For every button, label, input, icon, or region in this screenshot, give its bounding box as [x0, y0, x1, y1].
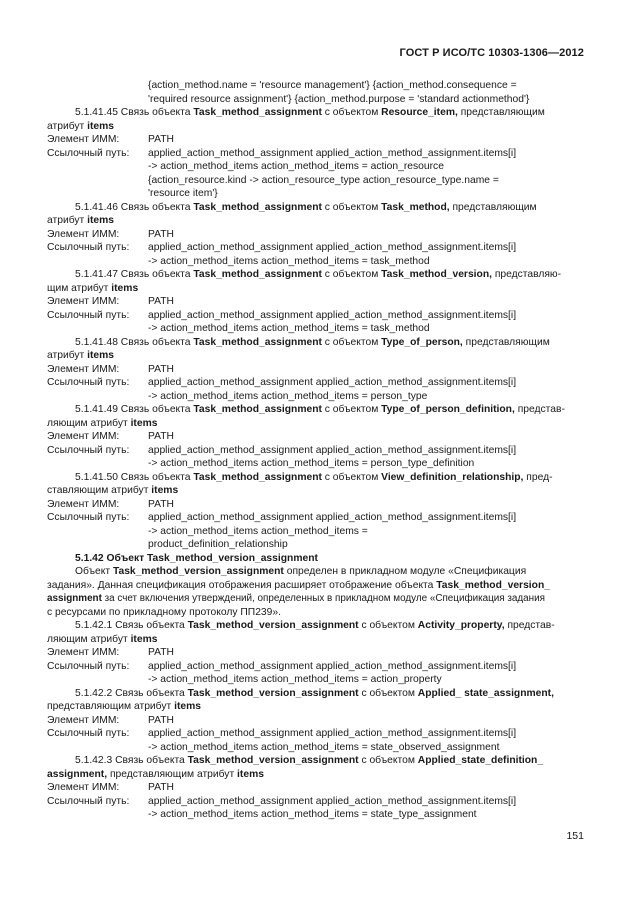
section-heading-5-1-42-3: 5.1.42.3 Связь объекта Task_method_version_assignment с объектом Applied_state_definition_ [75, 755, 544, 766]
text-line: -> action_method_items action_method_items = state_type_assignment [148, 809, 477, 820]
element-row: Элемент ИММ: PATH [47, 498, 174, 510]
text-line: -> action_method_items action_method_items = action_resource [148, 161, 444, 172]
element-row: Элемент ИММ: PATH [47, 782, 174, 793]
ref-path-row: Ссылочный путь: applied_action_method_assignment applied_action_method_assignment.items[i] [47, 728, 517, 739]
text-line: assignment, представляющим атрибут items [47, 768, 264, 780]
text-line: -> action_method_items action_method_items = person_type [148, 390, 428, 402]
text-line: -> action_method_items action_method_items = state_observed_assignment [148, 741, 500, 753]
text-line: -> action_method_items action_method_items = task_method [148, 323, 430, 334]
text-line: product_definition_relationship [148, 539, 288, 550]
element-row: Элемент ИММ: PATH [47, 431, 174, 442]
text-line: ставляющим атрибут items [47, 485, 179, 496]
section-heading-5-1-41-49: 5.1.41.49 Связь объекта Task_method_assignment с объектом Type_of_person_definition, представ- [75, 404, 565, 415]
element-row: Элемент ИММ: PATH [47, 714, 174, 726]
element-row: Элемент ИММ: PATH [47, 296, 174, 307]
paragraph-line: с ресурсами по прикладному протоколу ПП239». [47, 606, 281, 618]
paragraph-line: задания». Данная спецификация отображения расширяет отображение объекта Task_method_version_ [47, 579, 550, 591]
text-line: щим атрибут items [47, 282, 139, 294]
text-line: -> action_method_items action_method_items = person_type_definition [148, 458, 475, 469]
text-line: представляющим атрибут items [47, 701, 201, 712]
ref-path-row: Ссылочный путь: applied_action_method_assignment applied_action_method_assignment.items[i] [47, 512, 517, 523]
section-heading-5-1-41-50: 5.1.41.50 Связь объекта Task_method_assignment с объектом View_definition_relationship, пред- [75, 471, 553, 483]
text-line: {action_method.name = 'resource management'} {action_method.consequence = [148, 80, 517, 91]
text-line: атрибут items [47, 215, 114, 226]
section-heading-5-1-42-1: 5.1.42.1 Связь объекта Task_method_version_assignment с объектом Activity_property, представ- [75, 620, 555, 631]
document-header: ГОСТ Р ИСО/ТС 10303-1306—2012 [399, 47, 584, 59]
ref-path-row: Ссылочный путь: applied_action_method_assignment applied_action_method_assignment.items[i] [47, 377, 517, 388]
ref-path-row: Ссылочный путь: applied_action_method_assignment applied_action_method_assignment.items[i] [47, 147, 517, 159]
text-line: {action_resource.kind -> action_resource_type action_resource_type.name = [148, 174, 499, 186]
section-heading-5-1-42: 5.1.42 Объект Task_method_version_assignment [75, 552, 318, 564]
element-row: Элемент ИММ: PATH [47, 228, 174, 240]
document-body [47, 79, 584, 822]
ref-path-row: Ссылочный путь: applied_action_method_assignment applied_action_method_assignment.items[i] [47, 309, 517, 321]
section-heading-5-1-41-46: 5.1.41.46 Связь объекта Task_method_assignment с объектом Task_method, представляющим [75, 201, 537, 213]
section-heading-5-1-42-2: 5.1.42.2 Связь объекта Task_method_version_assignment с объектом Applied_ state_assignment, [75, 687, 554, 699]
text-line: 'required resource assignment'} {action_method.purpose = 'standard actionmethod'} [148, 93, 530, 105]
text-line: атрибут items [47, 350, 114, 361]
ref-path-row: Ссылочный путь: applied_action_method_assignment applied_action_method_assignment.items[i] [47, 444, 517, 456]
ref-path-row: Ссылочный путь: applied_action_method_assignment applied_action_method_assignment.items[i] [47, 660, 517, 672]
page-number: 151 [566, 830, 584, 842]
paragraph-line: Объект Task_method_version_assignment определен в прикладном модуле «Спецификация [75, 566, 527, 577]
text-line: ляющим атрибут items [47, 633, 158, 645]
text-line: 'resource item'} [148, 188, 218, 199]
text-line: -> action_method_items action_method_items = action_property [148, 674, 442, 685]
element-row: Элемент ИММ: PATH [47, 134, 174, 145]
text-line: -> action_method_items action_method_items = [148, 525, 368, 537]
section-heading-5-1-41-48: 5.1.41.48 Связь объекта Task_method_assignment с объектом Type_of_person, представляющим [75, 336, 550, 348]
text-line: атрибут items [47, 120, 114, 132]
section-heading-5-1-41-45: 5.1.41.45 Связь объекта Task_method_assignment с объектом Resource_item, представляющим [75, 107, 545, 118]
paragraph-line: assignment за счет включения утверждений, определенных в прикладном модуле «Спецификация задания [47, 593, 545, 604]
text-line: -> action_method_items action_method_items = task_method [148, 255, 430, 267]
section-heading-5-1-41-47: 5.1.41.47 Связь объекта Task_method_assignment с объектом Task_method_version, представляю- [75, 269, 562, 280]
text-line: ляющим атрибут items [47, 417, 158, 429]
ref-path-row: Ссылочный путь: applied_action_method_assignment applied_action_method_assignment.items[i] [47, 795, 517, 807]
element-row: Элемент ИММ: PATH [47, 363, 174, 375]
ref-path-row: Ссылочный путь: applied_action_method_assignment applied_action_method_assignment.items[i] [47, 242, 517, 253]
element-row: Элемент ИММ: PATH [47, 647, 174, 658]
